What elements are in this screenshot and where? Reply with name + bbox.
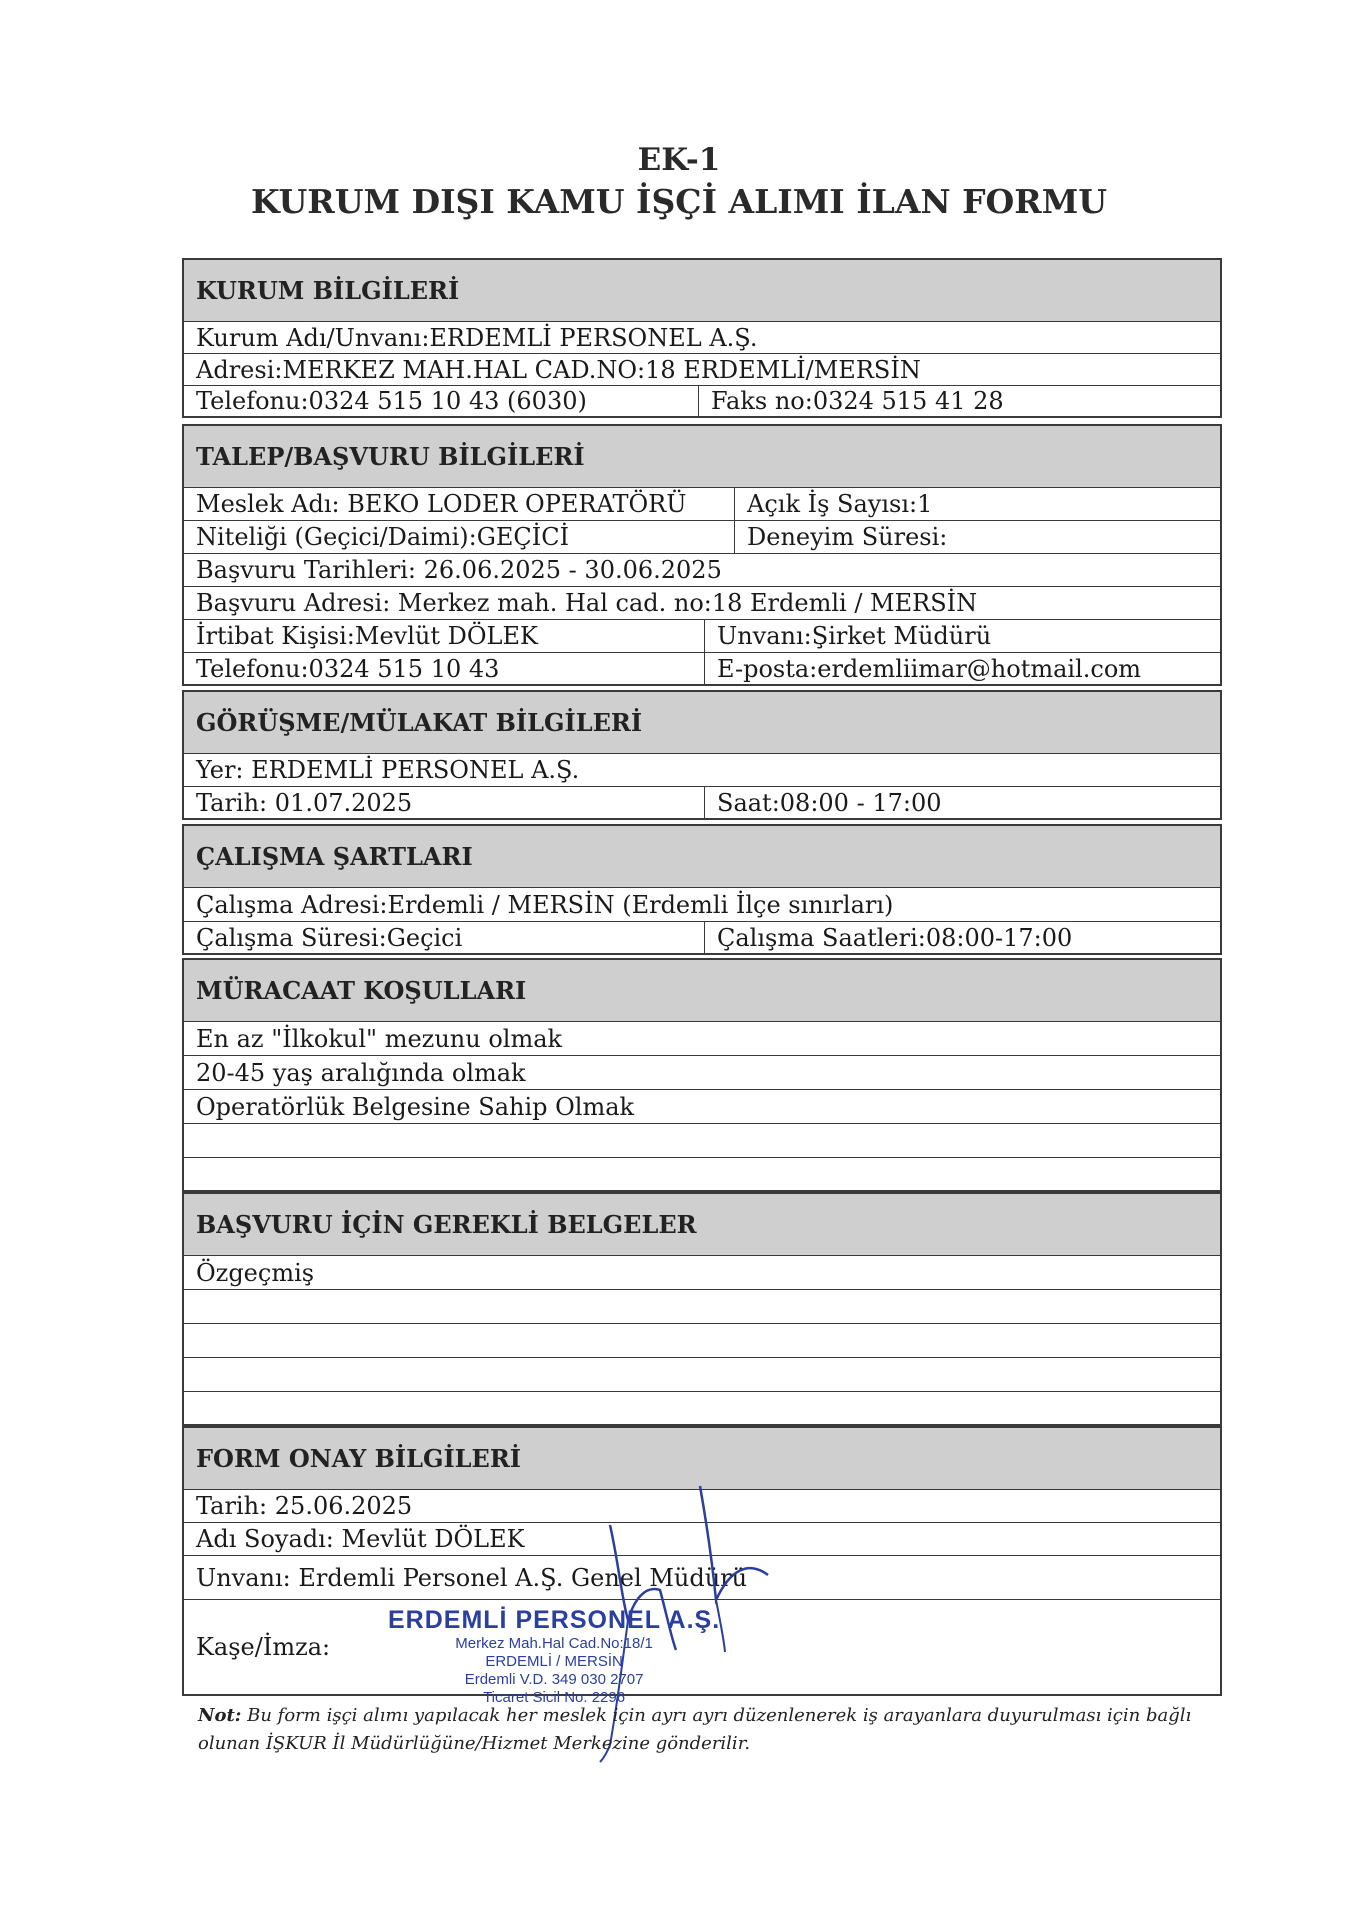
gorusme-section bbox=[182, 690, 1222, 820]
kurum-section bbox=[182, 258, 1222, 418]
belge-item bbox=[184, 1290, 1220, 1323]
irtibat-eposta: E-posta:erdemliimar@hotmail.com bbox=[704, 653, 1220, 684]
calisma-section bbox=[182, 824, 1222, 955]
kurum-heading: KURUM BİLGİLERİ bbox=[182, 258, 1222, 322]
deneyim-suresi: Deneyim Süresi: bbox=[734, 521, 1220, 553]
kase-imza-label: Kaşe/İmza: bbox=[196, 1633, 331, 1661]
onay-heading: FORM ONAY BİLGİLERİ bbox=[182, 1426, 1222, 1490]
acik-is-sayisi: Açık İş Sayısı:1 bbox=[734, 488, 1220, 520]
meslek-adi: Meslek Adı: BEKO LODER OPERATÖRÜ bbox=[196, 490, 687, 518]
stamp-line: Ticaret Sicil No: 2296 bbox=[483, 1689, 626, 1706]
gorusme-saat: Saat:08:00 - 17:00 bbox=[704, 787, 1220, 818]
belge-item: Özgeçmiş bbox=[196, 1258, 315, 1287]
irtibat-telefon: Telefonu:0324 515 10 43 bbox=[196, 654, 500, 683]
form-note bbox=[198, 1702, 1238, 1758]
company-stamp bbox=[388, 1606, 720, 1707]
kurum-adres: Adresi:MERKEZ MAH.HAL CAD.NO:18 ERDEMLİ/MERSİN bbox=[196, 355, 921, 384]
muracaat-item: En az "İlkokul" mezunu olmak bbox=[196, 1024, 563, 1053]
muracaat-item bbox=[184, 1124, 1220, 1157]
onay-adi-soyadi: Adı Soyadı: Mevlüt DÖLEK bbox=[196, 1525, 525, 1553]
muracaat-item: 20-45 yaş aralığında olmak bbox=[196, 1058, 526, 1087]
belgeler-section bbox=[182, 1192, 1222, 1426]
form-code: EK-1 bbox=[637, 142, 721, 178]
stamp-line: ERDEMLİ / MERSİN bbox=[485, 1653, 623, 1670]
irtibat-unvani: Unvanı:Şirket Müdürü bbox=[704, 620, 1220, 652]
belge-item bbox=[184, 1358, 1220, 1391]
gorusme-yer: Yer: ERDEMLİ PERSONEL A.Ş. bbox=[196, 756, 580, 784]
belge-item bbox=[184, 1324, 1220, 1357]
muracaat-item bbox=[184, 1158, 1220, 1190]
kurum-adi: Kurum Adı/Unvanı:ERDEMLİ PERSONEL A.Ş. bbox=[196, 323, 758, 352]
calisma-suresi: Çalışma Süresi:Geçici bbox=[196, 923, 463, 952]
muracaat-section bbox=[182, 958, 1222, 1192]
note-text: Bu form işçi alımı yapılacak her meslek için ayrı ayrı düzenlenerek iş arayanlara duyurulması için bağlı olunan İŞKUR İl Müdürlüğüne/Hizmet Merkezine gönderilir. bbox=[198, 1705, 1192, 1754]
stamp-line: Merkez Mah.Hal Cad.No:18/1 bbox=[455, 1635, 653, 1652]
kurum-faks: Faks no:0324 515 41 28 bbox=[698, 386, 1220, 416]
basvuru-adresi: Başvuru Adresi: Merkez mah. Hal cad. no:18 Erdemli / MERSİN bbox=[196, 589, 978, 617]
basvuru-tarihleri: Başvuru Tarihleri: 26.06.2025 - 30.06.2025 bbox=[196, 556, 722, 584]
gorusme-tarih: Tarih: 01.07.2025 bbox=[196, 788, 413, 817]
gorusme-heading: GÖRÜŞME/MÜLAKAT BİLGİLERİ bbox=[182, 690, 1222, 754]
irtibat-kisisi: İrtibat Kişisi:Mevlüt DÖLEK bbox=[196, 622, 538, 650]
muracaat-heading: MÜRACAAT KOŞULLARI bbox=[182, 958, 1222, 1022]
onay-unvan: Unvanı: Erdemli Personel A.Ş. Genel Müdürü bbox=[196, 1563, 748, 1592]
note-label: Not: bbox=[198, 1705, 242, 1726]
calisma-adresi: Çalışma Adresi:Erdemli / MERSİN (Erdemli İlçe sınırları) bbox=[196, 890, 894, 919]
form-title: KURUM DIŞI KAMU İŞÇİ ALIMI İLAN FORMU bbox=[250, 182, 1108, 221]
talep-section bbox=[182, 424, 1222, 686]
muracaat-item: Operatörlük Belgesine Sahip Olmak bbox=[196, 1092, 635, 1121]
calisma-heading: ÇALIŞMA ŞARTLARI bbox=[182, 824, 1222, 888]
kurum-telefon: Telefonu:0324 515 10 43 (6030) bbox=[196, 387, 587, 415]
talep-heading: TALEP/BAŞVURU BİLGİLERİ bbox=[182, 424, 1222, 488]
belgeler-heading: BAŞVURU İÇİN GEREKLİ BELGELER bbox=[182, 1192, 1222, 1256]
stamp-name: ERDEMLİ PERSONEL A.Ş. bbox=[388, 1606, 721, 1634]
calisma-saatleri: Çalışma Saatleri:08:00-17:00 bbox=[704, 922, 1220, 953]
belge-item bbox=[184, 1392, 1220, 1424]
nitelik: Niteliği (Geçici/Daimi):GEÇİCİ bbox=[196, 523, 570, 551]
stamp-line: Erdemli V.D. 349 030 2707 bbox=[464, 1671, 644, 1688]
onay-tarih: Tarih: 25.06.2025 bbox=[196, 1492, 413, 1520]
